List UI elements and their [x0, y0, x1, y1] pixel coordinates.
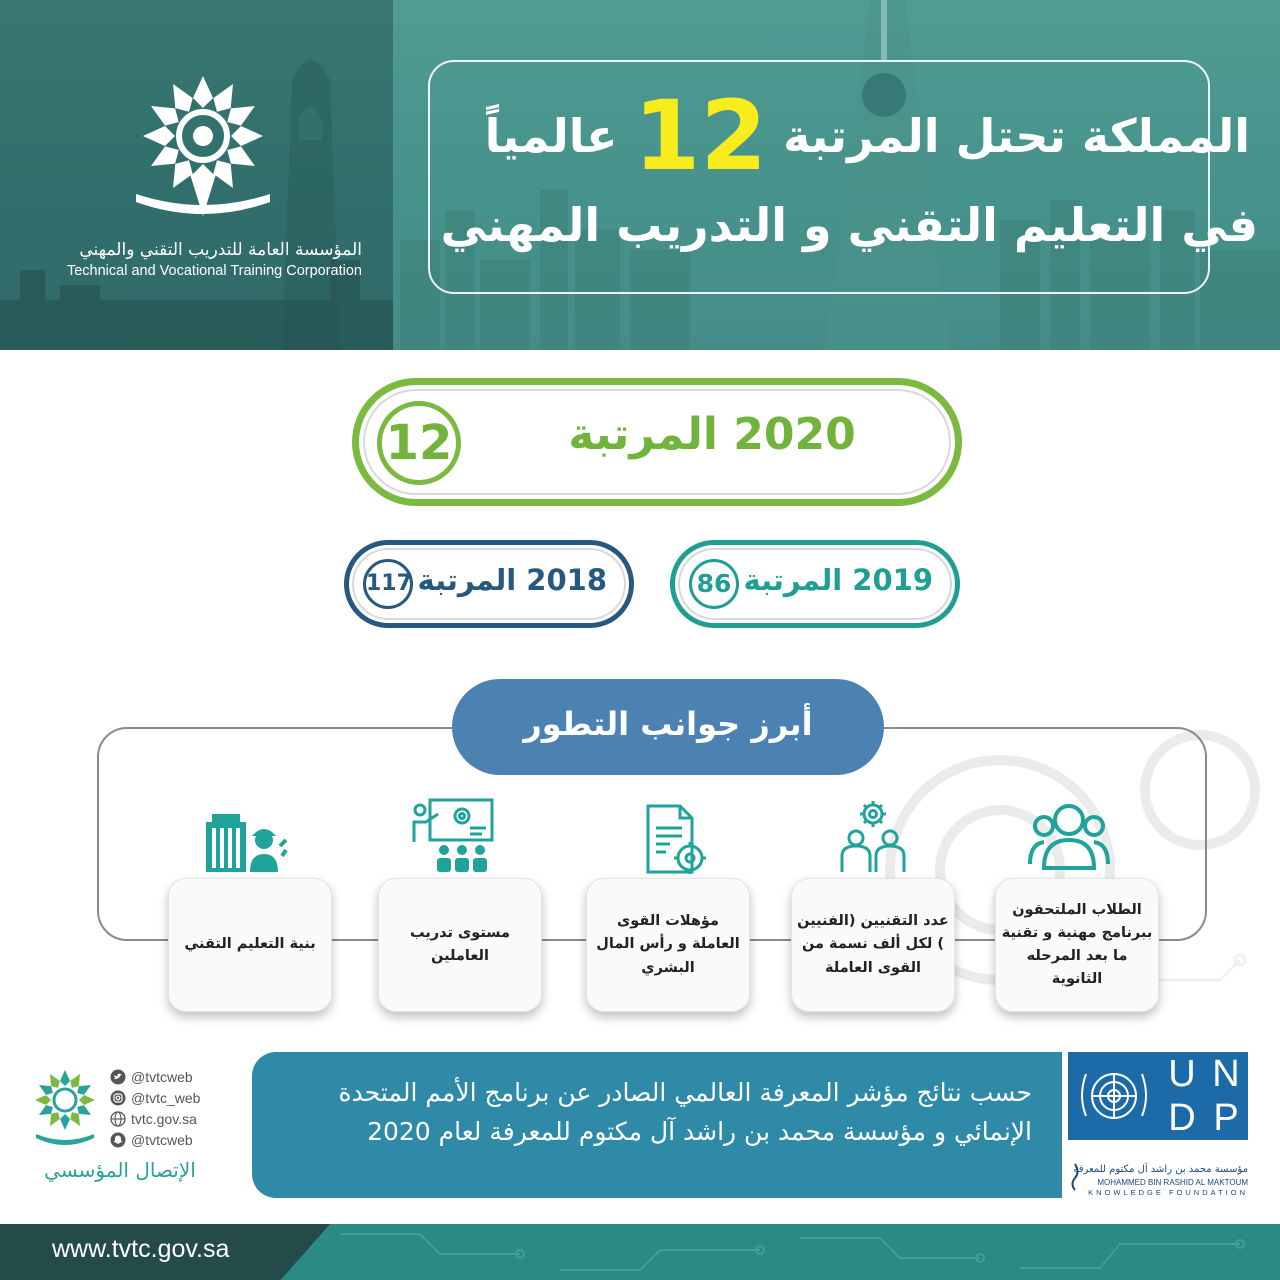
org-name-english: Technical and Vocational Training Corporation: [66, 263, 362, 279]
card-technicians-count: [791, 878, 955, 1012]
source-note-box: [252, 1052, 1062, 1198]
headline-text-before: المملكة تحتل المرتبة: [783, 109, 1250, 163]
headline-line-1: [484, 80, 1250, 192]
undp-logo: [1068, 1052, 1248, 1140]
instagram-handle[interactable]: @tvtc_web: [131, 1089, 201, 1106]
card-students-enrolled-text: الطلاب الملتحقون ببرنامج مهنية و تقنية ما بعد المرحله الثانوية: [1001, 901, 1153, 988]
rank-2020-number: 12: [377, 401, 461, 485]
globe-icon: [110, 1111, 126, 1127]
social-twitter[interactable]: [110, 1066, 250, 1087]
undp-letter-d: D: [1168, 1097, 1196, 1139]
headline-rank-number: 12: [633, 80, 768, 192]
twitter-handle[interactable]: @tvtcweb: [131, 1068, 193, 1085]
card-students-enrolled: [995, 878, 1159, 1012]
rank-2019-label: 2019 المرتبة: [743, 563, 933, 597]
instagram-icon: [110, 1090, 126, 1106]
social-links: [110, 1066, 250, 1150]
undp-letter-n: N: [1212, 1053, 1240, 1095]
social-website[interactable]: [110, 1108, 250, 1129]
header-banner: [0, 0, 1280, 350]
development-title: أبرز جوانب التطور: [452, 679, 884, 775]
rank-2020-label: 2020 المرتبة: [568, 409, 856, 460]
un-emblem-icon: [1072, 1056, 1156, 1136]
mbr-foundation-name-arabic: مؤسسة محمد بن راشد آل مكتوم للمعرفة: [1073, 1164, 1248, 1175]
website-link[interactable]: tvtc.gov.sa: [131, 1110, 197, 1127]
social-snapchat[interactable]: [110, 1129, 250, 1150]
card-workforce-qualifications: [586, 878, 750, 1012]
building-worker-icon: [202, 800, 288, 878]
rank-2018-label: 2018 المرتبة: [417, 563, 607, 597]
tvtc-logo-icon: [128, 66, 278, 236]
mbr-foundation-subtitle: KNOWLEDGE FOUNDATION: [1088, 1188, 1248, 1197]
org-name-arabic: المؤسسة العامة للتدريب التقني والمهني: [79, 240, 362, 260]
presentation-trainer-icon: [410, 796, 496, 874]
corporate-communication-label: الإتصال المؤسسي: [44, 1158, 196, 1182]
card-tech-education-infrastructure-text: بنية التعليم التقني: [184, 936, 316, 953]
card-staff-training: [378, 878, 542, 1012]
rank-2019-pill: [670, 540, 960, 628]
snapchat-icon: [110, 1132, 126, 1148]
card-technicians-count-text: عدد التقنيين (الفنيين ) لكل ألف نسمة من القوى العاملة: [797, 913, 949, 976]
technicians-gear-icon: [830, 796, 916, 874]
snapchat-handle[interactable]: @tvtcweb: [131, 1131, 193, 1148]
rank-2018-pill: [344, 540, 634, 628]
footer-website-url[interactable]: www.tvtc.gov.sa: [52, 1235, 230, 1263]
rank-2020-pill: [352, 378, 962, 506]
social-instagram[interactable]: [110, 1087, 250, 1108]
footer-bar: [0, 1224, 1280, 1280]
headline-text-after: عالمياً: [484, 109, 618, 163]
source-note-text: حسب نتائج مؤشر المعرفة العالمي الصادر عن برنامج الأمم المتحدة الإنمائي و مؤسسة محمد بن راشد آل مكتوم للمعرفة لعام 2020: [338, 1078, 1032, 1146]
document-gear-icon: [632, 802, 718, 880]
card-staff-training-text: مستوى تدريب العاملين: [409, 924, 511, 964]
card-tech-education-infrastructure: [168, 878, 332, 1012]
undp-letter-u: U: [1168, 1053, 1196, 1095]
tvtc-small-logo-icon: [30, 1066, 100, 1152]
headline-line-2: في التعليم التقني و التدريب المهني: [440, 198, 1258, 252]
mbr-foundation-name-english: MOHAMMED BIN RASHID AL MAKTOUM: [1097, 1178, 1248, 1187]
rank-2019-number: 86: [689, 559, 739, 609]
card-workforce-qualifications-text: مؤهلات القوى العاملة و رأس المال البشري: [596, 913, 740, 976]
twitter-icon: [110, 1069, 126, 1085]
undp-letter-p: P: [1213, 1097, 1239, 1139]
group-icon: [1026, 796, 1112, 874]
rank-2018-number: 117: [363, 559, 413, 609]
